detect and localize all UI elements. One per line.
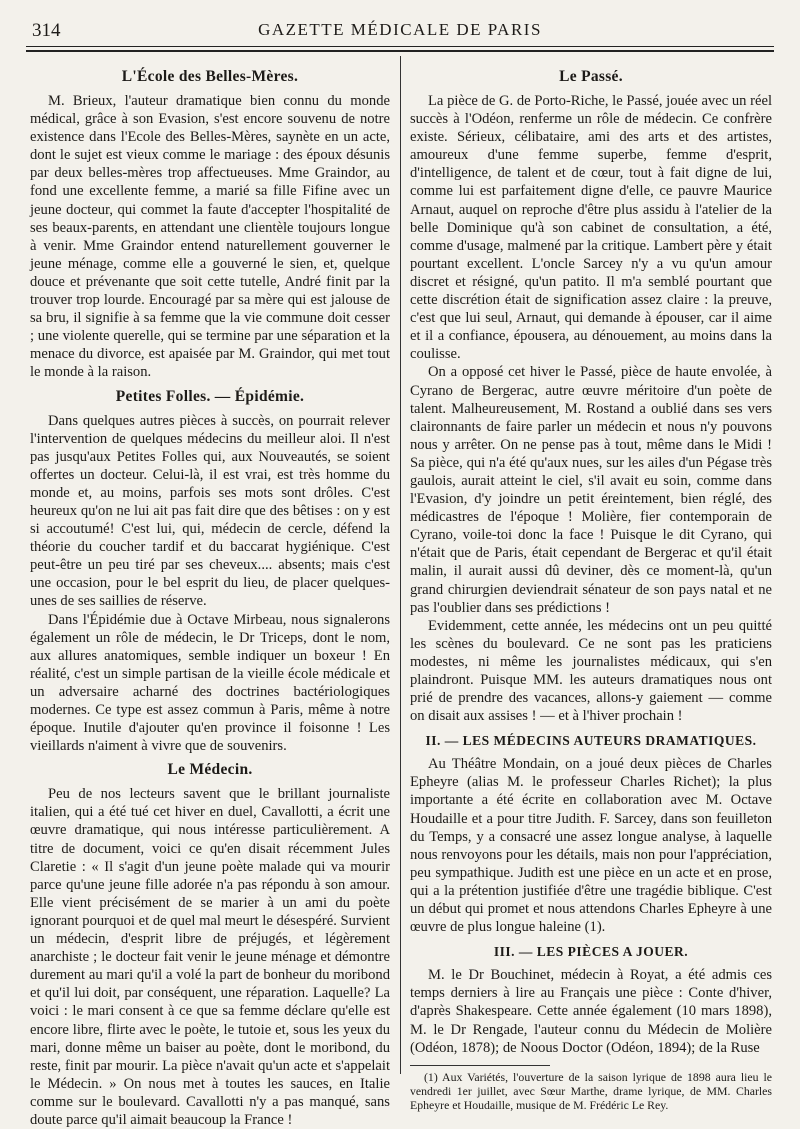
section-heading-auteurs: II. — LES MÉDECINS AUTEURS DRAMATIQUES.	[425, 733, 757, 749]
paragraph: Au Théâtre Mondain, on a joué deux pièces de Charles Epheyre (alias M. le professeur Charles Richet); la plus importante a été écrite en collaboration avec M. Octave Houdaille et a pour titre Judith. F. Sarcey, dans son feuilleton du Temps, y a consacré une assez longue analyse, à laquelle nous renvoyons pour les détails, mais non pour l'appréciation, peu sympathique. Judith est une pièce en un acte et en prose, qui a la prétention justifiée d'être une tragédie biblique. C'est un début qui promet et nous attendons Charles Epheyre à une œuvre de plus longue haleine (1).	[410, 756, 772, 936]
paragraph: Dans quelques autres pièces à succès, on pourrait relever l'intervention de quelques médecins du meilleur aloi. Il n'est pas jusqu'aux Petites Folles qui, aux Nouveautés, se soient offertes un docteur. Celui-là, il est vrai, est très homme du monde et, au moins, parfois ses mots sont drôles. C'est heureux qu'on ne lui ait pas fait dire que des bêtises : on y est si accoutumé! C'est lui, qui, médecin de cercle, défend la théorie du coucher tardif et du baccarat hygiénique. C'est peut-être un peu tiré par ses cheveux.... absents; mais c'est une occasion, pour le bel esprit du lieu, de placer quelques-unes de ses saillies de réserve.	[30, 412, 390, 610]
page-number: 314	[32, 20, 61, 41]
section-heading-petites-folles: Petites Folles. — Épidémie.	[115, 387, 305, 405]
right-column	[410, 62, 772, 1112]
paragraph: Evidemment, cette année, les médecins ont un peu quitté les scènes du boulevard. Ce ne sont pas les praticiens modestes, ni même les journalistes médicaux, qui s'en plaindront. Puisque MM. les auteurs dramatiques nous ont prié de prendre des vacances, allons-y gaiement — comme on disait aux assises ! — et à l'hiver prochain !	[410, 617, 772, 725]
page-header	[26, 18, 774, 44]
journal-title: GAZETTE MÉDICALE DE PARIS	[258, 20, 542, 39]
footnote: (1) Aux Variétés, l'ouverture de la saison lyrique de 1898 aura lieu le vendredi 1er juillet, avec Sœur Marthe, drame lyrique, de MM. Charles Epheyre et Houdaille, musique de M. Frédéric Le Rey.	[410, 1069, 772, 1112]
footnote-rule	[410, 1065, 550, 1066]
section-heading-passe: Le Passé.	[559, 68, 623, 85]
section-heading-pieces: III. — LES PIÈCES A JOUER.	[493, 944, 689, 960]
header-rule	[26, 46, 774, 47]
paragraph: On a opposé cet hiver le Passé, pièce de haute envolée, à Cyrano de Bergerac, autre œuvre méritoire d'un poète de talent. Malheureusement, M. Rostand a oublié dans ses vers claironnants de faire parler un médecin et nous n'y pouvons nous y arrêter. On ne pense pas à tout, même dans le Midi ! Sa pièce, qui n'a été qu'aux nues, sur les ailes d'un Pégase très gaulois, aurait atteint le ciel, s'il avait eu soin, comme dans l'Evasion, d'y joindre un petit éreintement, bien réglé, des médicastres de l'époque ! Molière, fier contemporain de Cyrano, voile-toi donc la face ! Puisque le dit Cyrano, qui n'était que de Paris, était cependant de Bergerac et qu'il était malin, il aurait aussi dû deviner, dès ce moment-là, qu'un grand chirurgien deviendrait sénateur de son pays natal et ne pas l'oublier dans ses prédictions !	[410, 364, 772, 616]
paragraph: M. Brieux, l'auteur dramatique bien connu du monde médical, grâce à son Evasion, s'est encore souvenu de notre existence dans l'Ecole des Belles-Mères, saynète en un acte, dont le sujet est vieux comme le mariage : des époux désunis par deux belles-mères trop affectueuses. Mme Graindor, au fond une excellente femme, a marié sa fille Fifine avec un jeune docteur, qui commet la faute d'accepter l'hospitalité de ses beaux-parents, en attendant une clientèle toujours longue à venir. Mme Graindor entend naturellement gouverner le jeune ménage, comme elle a gouverné le sien, et, quelque douce et prévenante que soit cette tutelle, André finit par la trouver trop lourde. Encouragé par sa mère qui est jalouse de sa bru, il signifie à sa femme que la vie commune doit cesser ; une violente querelle, qui se termine par une séparation et la menace du divorce, est apaisée par M. Graindor, qui met tout le monde à la raison.	[30, 93, 390, 381]
column-divider	[400, 56, 401, 1074]
header-rule-thick	[26, 50, 774, 52]
paragraph: Peu de nos lecteurs savent que le brillant journaliste italien, qui a été tué cet hiver en duel, Cavallotti, a écrit une œuvre dramatique, qui nous intéresse particulièrement. A titre de document, voici ce qu'en disait récemment Jules Claretie : « Il s'agit d'un jeune poète malade qui va mourir parce qu'une jeune fille adorée n'a pas répondu à son amour. Elle vient précisément de se marier à un ami du poète ignorant pourquoi et de quel mal meurt le désespéré. Survient un médecin, d'esprit libre de préjugés, et légèrement anarchiste ; le docteur fait venir le jeune ménage et démontre durement au mari qu'il a volé la part de bonheur du moribond et qu'il lui doit, par conséquent, une réparation. Laquelle? La voici : le mari consent à ce que sa femme déclare qu'elle est encore libre, flirte avec le poète, le tutoie et, sous les yeux du mari, donne même un baiser au poète, dont le moribond, du reste, finit par mourir. La pièce n'avait qu'un acte et s'appelait le Médecin. » On nous met à toutes les sauces, en Italie comme sur le boulevard. Cavallotti n'y a pas manqué, sans doute parce qu'il aimait beaucoup la France !	[30, 786, 390, 1128]
left-column	[30, 62, 390, 1128]
section-heading-ecole: L'École des Belles-Mères.	[121, 68, 299, 85]
paragraph: La pièce de G. de Porto-Riche, le Passé, jouée avec un réel succès à l'Odéon, renferme un rôle de médecin. Ce confrère existe. Sérieux, célibataire, ami des arts et des artistes, amoureux d'une femme superbe, femme d'esprit, d'intelligence, de talent et de cœur, tout à fait digne de lui, comme lui est parfaitement digne d'elle, ce pauvre Maurice Arnaut, auquel on reproche d'être plus assidu à l'atelier de la belle Dominique qu'à son cabinet de consultation, a été, comme d'usage, malmené par la critique. Lambert père y était pourtant excellent. L'oncle Sarcey n'y a vu qu'un amour discret et résigné, qu'un patito. Il m'a semblé pourtant que cette discrétion était de signification assez claire : la preuve, c'est que lui seul, Arnaut, qui demande à épouser, car il aime et il a confiance, épousera, au dénouement, au moins dans la coulisse.	[410, 93, 772, 363]
section-heading-medecin: Le Médecin.	[167, 761, 253, 779]
paragraph: M. le Dr Bouchinet, médecin à Royat, a été admis ces temps derniers à lire au Français une pièce : Conte d'hiver, d'après Shakespeare. Cette année également (10 mars 1898), M. le Dr Rengade, l'auteur connu du Médecin de Molière (Odéon, 1878); de Noous Doctor (Odéon, 1894); de la Ruse	[410, 967, 772, 1056]
paragraph: Dans l'Épidémie due à Octave Mirbeau, nous signalerons également un rôle de médecin, le Dr Triceps, dont le nom, aux allures anatomiques, semble indiquer un boxeur ! En réalité, c'est un simple partisan de la vieille école médicale et un adversaire acharné des doctrines bactériologiques modernes. Ce type est assez commun à Paris, même à notre époque. Inutile d'ajouter qu'en province il foisonne ! Les vieillards n'aiment à vivre que de souvenirs.	[30, 611, 390, 755]
